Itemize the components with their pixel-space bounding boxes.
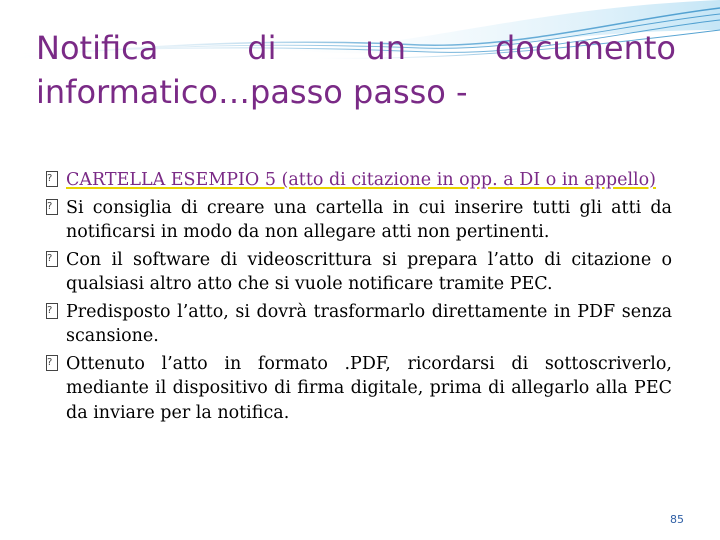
slide-title [36, 26, 676, 114]
title-line-1 [36, 26, 676, 70]
list-item-text: Con il software di videoscrittura si prepara l’atto di citazione o qualsiasi altro atto che si vuole notificare tramite PEC. [66, 249, 672, 294]
list-item [46, 168, 672, 193]
bullet-icon: ? [46, 171, 58, 187]
list-item [46, 248, 672, 297]
bullet-icon: ? [46, 303, 58, 319]
bullet-icon: ? [46, 251, 58, 267]
title-word: documento [494, 29, 676, 67]
title-line-2: informatico…passo passo - [36, 73, 468, 111]
list-item-text: Ottenuto l’atto in formato .PDF, ricordarsi di sottoscriverlo, mediante il dispositivo di firma digitale, prima di allegarlo alla PEC da inviare per la notifica. [66, 353, 672, 423]
bullet-list [46, 168, 672, 428]
page-number: 85 [670, 513, 684, 526]
title-word: un [365, 29, 406, 67]
bullet-icon: ? [46, 199, 58, 215]
title-word: di [247, 29, 277, 67]
list-item [46, 352, 672, 426]
title-word: Notifica [36, 29, 159, 67]
list-item-text: CARTELLA ESEMPIO 5 (atto di citazione in opp. a DI o in appello) [66, 170, 657, 190]
list-item-text: Si consiglia di creare una cartella in cui inserire tutti gli atti da notificarsi in modo da non allegare atti non pertinenti. [66, 197, 672, 242]
list-item-text: Predisposto l’atto, si dovrà trasformarlo direttamente in PDF senza scansione. [66, 301, 672, 346]
list-item [46, 196, 672, 245]
bullet-icon: ? [46, 355, 58, 371]
list-item [46, 300, 672, 349]
